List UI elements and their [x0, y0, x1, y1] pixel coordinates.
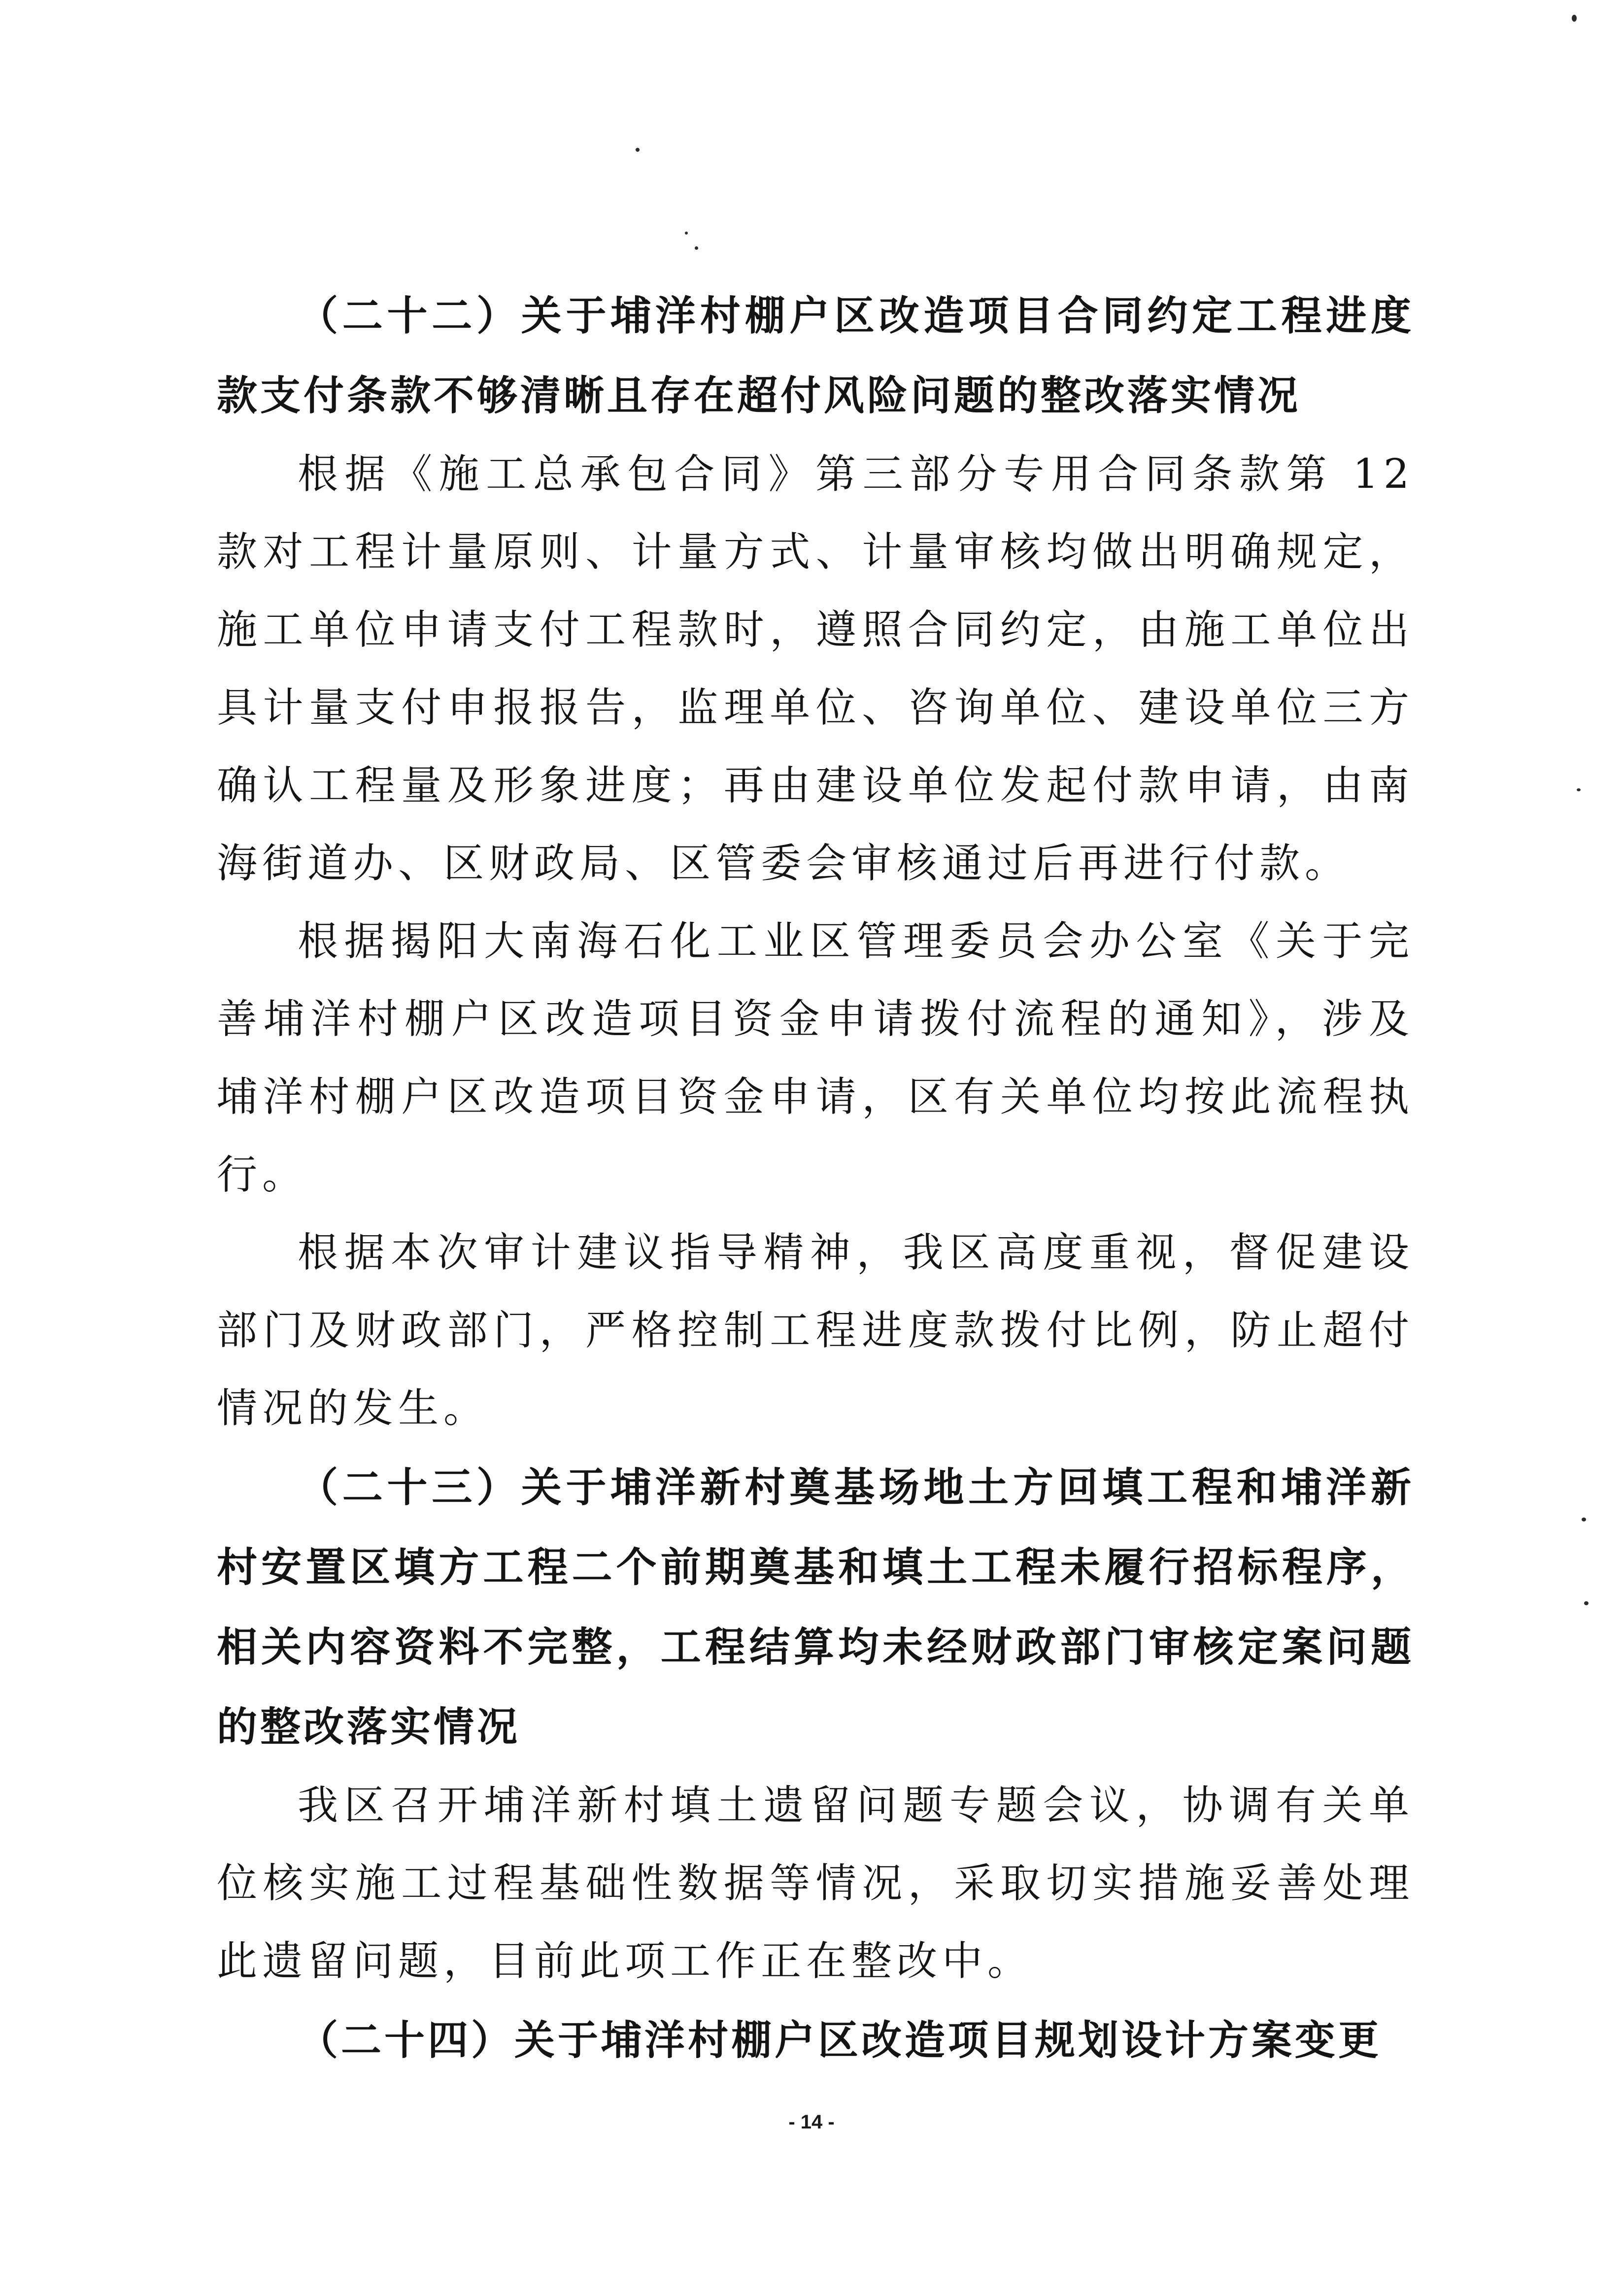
scan-speck: [695, 246, 698, 250]
scan-speck: [1582, 1518, 1586, 1521]
paragraph: 根据揭阳大南海石化工业区管理委员会办公室《关于完善埔洋村棚户区改造项目资金申请拨付流程的通知》，涉及埔洋村棚户区改造项目资金申请，区有关单位均按此流程执行。: [217, 918, 1414, 1198]
scan-speck: [1577, 788, 1581, 791]
paragraph: 根据《施工总承包合同》第三部分专用合同条款第 12 款对工程计量原则、计量方式、计量审核均做出明确规定，施工单位申请支付工程款时，遵照合同约定，由施工单位出具计量支付申报报告，监理单位、咨询单位、建设单位三方确认工程量及形象进度；再由建设单位发起付款申请，由南海街道办、区财政局、区管委会审核通过后再进行付款。: [217, 451, 1414, 887]
scan-speck: [636, 148, 640, 152]
paragraph: 根据本次审计建议指导精神，我区高度重视，督促建设部门及财政部门，严格控制工程进度款拨付比例，防止超付情况的发生。: [217, 1229, 1414, 1432]
page-number: - 14 -: [788, 2111, 835, 2133]
document-body: [217, 276, 1414, 2080]
scan-speck: [1572, 15, 1577, 22]
section-heading-24: （二十四）关于埔洋村棚户区改造项目规划设计方案变更: [298, 2017, 1382, 2064]
section-heading-22: （二十二）关于埔洋村棚户区改造项目合同约定工程进度款支付条款不够清晰且存在超付风险问题的整改落实情况: [217, 292, 1414, 419]
section-heading-23: （二十三）关于埔洋新村奠基场地土方回填工程和埔洋新村安置区填方工程二个前期奠基和填土工程未履行招标程序，相关内容资料不完整，工程结算均未经财政部门审核定案问题的整改落实情况: [217, 1464, 1414, 1751]
scan-speck: [1584, 1601, 1589, 1605]
paragraph: 我区召开埔洋新村填土遗留问题专题会议，协调有关单位核实施工过程基础性数据等情况，采取切实措施妥善处理此遗留问题，目前此项工作正在整改中。: [217, 1782, 1414, 1985]
scan-speck: [685, 232, 688, 235]
